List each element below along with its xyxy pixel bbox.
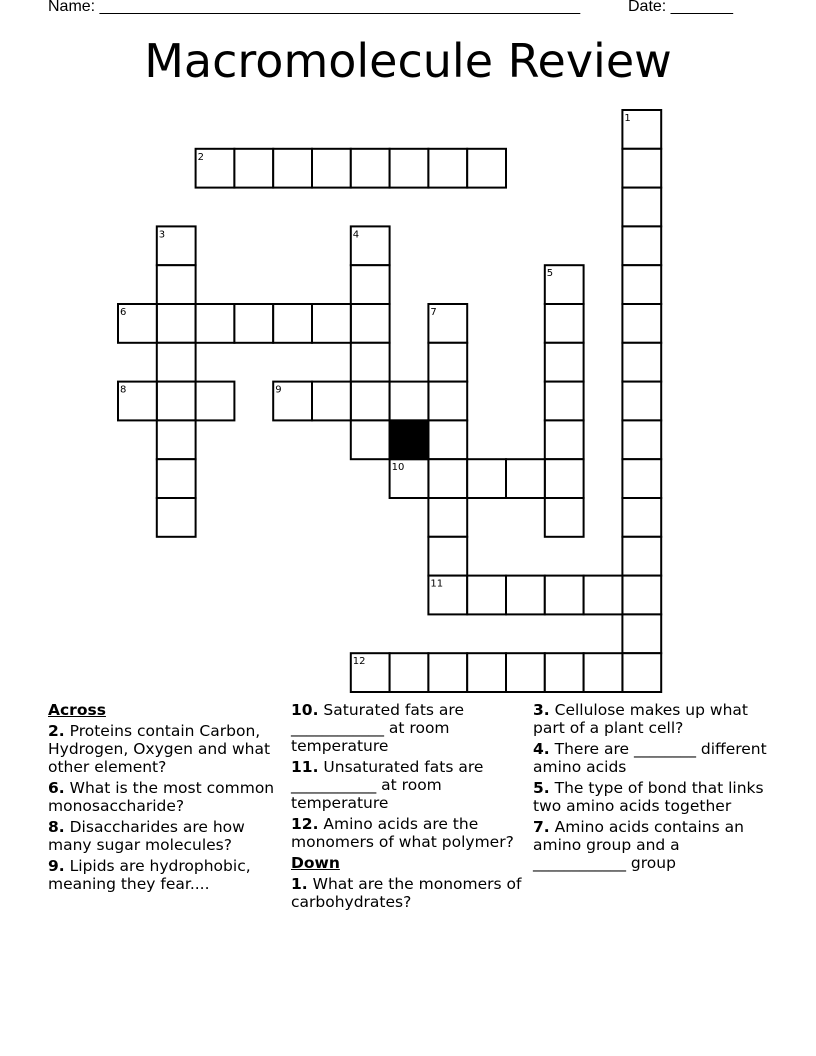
grid-cell[interactable] <box>506 653 545 692</box>
grid-cell[interactable] <box>428 459 467 498</box>
grid-cell[interactable] <box>428 343 467 382</box>
date-field[interactable]: Date: _______ <box>628 0 733 15</box>
grid-cell[interactable] <box>428 382 467 421</box>
grid-cell[interactable] <box>545 304 584 343</box>
across-heading: Across <box>48 701 106 719</box>
grid-cell[interactable] <box>312 304 351 343</box>
grid-cell[interactable] <box>467 576 506 615</box>
clue-number: 5. <box>533 779 550 797</box>
clue-text: The type of bond that links two amino acids together <box>533 779 764 815</box>
grid-cell[interactable] <box>622 653 661 692</box>
grid-cell[interactable] <box>351 265 390 304</box>
grid-cell[interactable] <box>622 614 661 653</box>
cell-number-11: 11 <box>430 578 444 590</box>
grid-cell[interactable] <box>622 188 661 227</box>
clue-text: Disaccharides are how many sugar molecules? <box>48 818 245 854</box>
clue-number: 4. <box>533 740 550 758</box>
clue-text: What is the most common monosaccharide? <box>48 779 275 815</box>
clue-text: There are ________ different amino acids <box>533 740 767 776</box>
grid-cell[interactable] <box>428 653 467 692</box>
grid-cell[interactable] <box>273 149 312 188</box>
grid-cell[interactable] <box>234 149 273 188</box>
grid-cell[interactable] <box>390 382 429 421</box>
clue-across-9 <box>48 857 284 893</box>
clue-number: 11. <box>291 758 319 776</box>
grid-cell[interactable] <box>622 459 661 498</box>
grid-cell[interactable] <box>622 343 661 382</box>
cell-number-8: 8 <box>120 384 127 396</box>
grid-cell[interactable] <box>351 149 390 188</box>
grid-cell[interactable] <box>622 304 661 343</box>
clue-down-3 <box>533 701 769 737</box>
grid-cell[interactable] <box>428 498 467 537</box>
black-cell <box>390 420 429 459</box>
grid-cell[interactable] <box>312 149 351 188</box>
clue-number: 7. <box>533 818 550 836</box>
cell-number-7: 7 <box>430 307 437 318</box>
cell-number-10: 10 <box>391 462 405 474</box>
grid-cell[interactable] <box>390 653 429 692</box>
grid-cell[interactable] <box>467 653 506 692</box>
clue-number: 3. <box>533 701 550 719</box>
grid-cell[interactable] <box>545 420 584 459</box>
grid-cell[interactable] <box>428 420 467 459</box>
cell-number-9: 9 <box>275 384 282 396</box>
grid-cell[interactable] <box>622 149 661 188</box>
grid-cell[interactable] <box>390 149 429 188</box>
grid-cell[interactable] <box>622 576 661 615</box>
clue-across-2 <box>48 722 284 776</box>
cell-number-12: 12 <box>352 656 366 668</box>
clue-down-7 <box>533 818 769 872</box>
cell-number-3: 3 <box>158 229 166 241</box>
clue-number: 6. <box>48 779 65 797</box>
grid-cell[interactable] <box>351 343 390 382</box>
grid-cell[interactable] <box>351 382 390 421</box>
grid-cell[interactable] <box>351 420 390 459</box>
cell-number-5: 5 <box>546 268 554 280</box>
grid-cell[interactable] <box>312 382 351 421</box>
clue-text: What are the monomers of carbohydrates? <box>291 875 522 911</box>
name-field[interactable]: Name: ______________________________________________________ <box>48 0 581 15</box>
grid-cell[interactable] <box>545 653 584 692</box>
grid-cell[interactable] <box>157 265 196 304</box>
clue-text: Proteins contain Carbon, Hydrogen, Oxygen and what other element? <box>48 722 271 776</box>
grid-cell[interactable] <box>584 576 623 615</box>
grid-cell[interactable] <box>622 420 661 459</box>
cell-number-1: 1 <box>624 113 631 124</box>
grid-cell[interactable] <box>157 382 196 421</box>
grid-cell[interactable] <box>351 304 390 343</box>
grid-cell[interactable] <box>584 653 623 692</box>
clue-text: Amino acids contains an amino group and a ____________ group <box>533 818 744 872</box>
clue-number: 2. <box>48 722 65 740</box>
clue-text: Cellulose makes up what part of a plant cell? <box>533 701 748 737</box>
clue-across-6 <box>48 779 284 815</box>
clue-text: Unsaturated fats are ___________ at room temperature <box>291 758 484 812</box>
grid-cell[interactable] <box>545 576 584 615</box>
clue-text: Amino acids are the monomers of what polymer? <box>291 815 514 851</box>
clue-text: Lipids are hydrophobic, meaning they fear.... <box>48 857 251 893</box>
grid-cell[interactable] <box>622 226 661 265</box>
grid-cell[interactable] <box>506 459 545 498</box>
grid-cell[interactable] <box>273 304 312 343</box>
grid-cell[interactable] <box>157 304 196 343</box>
clue-text: Saturated fats are ____________ at room temperature <box>291 701 464 755</box>
clue-down-4 <box>533 740 769 776</box>
clue-across-11 <box>291 758 527 812</box>
cell-number-6: 6 <box>120 307 127 318</box>
grid-cell[interactable] <box>157 420 196 459</box>
clue-across-8 <box>48 818 284 854</box>
clue-across-10 <box>291 701 527 755</box>
grid-cell[interactable] <box>428 149 467 188</box>
grid-cell[interactable] <box>622 498 661 537</box>
clue-number: 1. <box>291 875 308 893</box>
clue-column-3 <box>533 701 769 875</box>
grid-cell[interactable] <box>234 304 273 343</box>
clue-across-12 <box>291 815 527 851</box>
grid-cell[interactable] <box>196 382 235 421</box>
grid-cell[interactable] <box>428 537 467 576</box>
grid-cell[interactable] <box>545 343 584 382</box>
clue-down-5 <box>533 779 769 815</box>
grid-cell[interactable] <box>467 149 506 188</box>
grid-cell[interactable] <box>622 265 661 304</box>
clue-column-2 <box>291 701 527 914</box>
grid-cell[interactable] <box>545 382 584 421</box>
grid-cell[interactable] <box>157 343 196 382</box>
clue-number: 8. <box>48 818 65 836</box>
page-title: Macromolecule Review <box>144 34 672 88</box>
grid-cell[interactable] <box>622 537 661 576</box>
cell-number-2: 2 <box>197 151 204 163</box>
grid-cell[interactable] <box>506 576 545 615</box>
clue-column-1 <box>48 701 284 896</box>
grid-cell[interactable] <box>467 459 506 498</box>
grid-cell[interactable] <box>545 459 584 498</box>
cell-number-4: 4 <box>352 229 360 241</box>
grid-cell[interactable] <box>196 304 235 343</box>
clue-number: 12. <box>291 815 319 833</box>
clue-number: 9. <box>48 857 65 875</box>
clue-down-1 <box>291 875 527 911</box>
grid-cell[interactable] <box>622 382 661 421</box>
grid-cell[interactable] <box>157 498 196 537</box>
clue-number: 10. <box>291 701 319 719</box>
grid-cell[interactable] <box>545 498 584 537</box>
down-heading: Down <box>291 854 340 872</box>
grid-cell[interactable] <box>157 459 196 498</box>
